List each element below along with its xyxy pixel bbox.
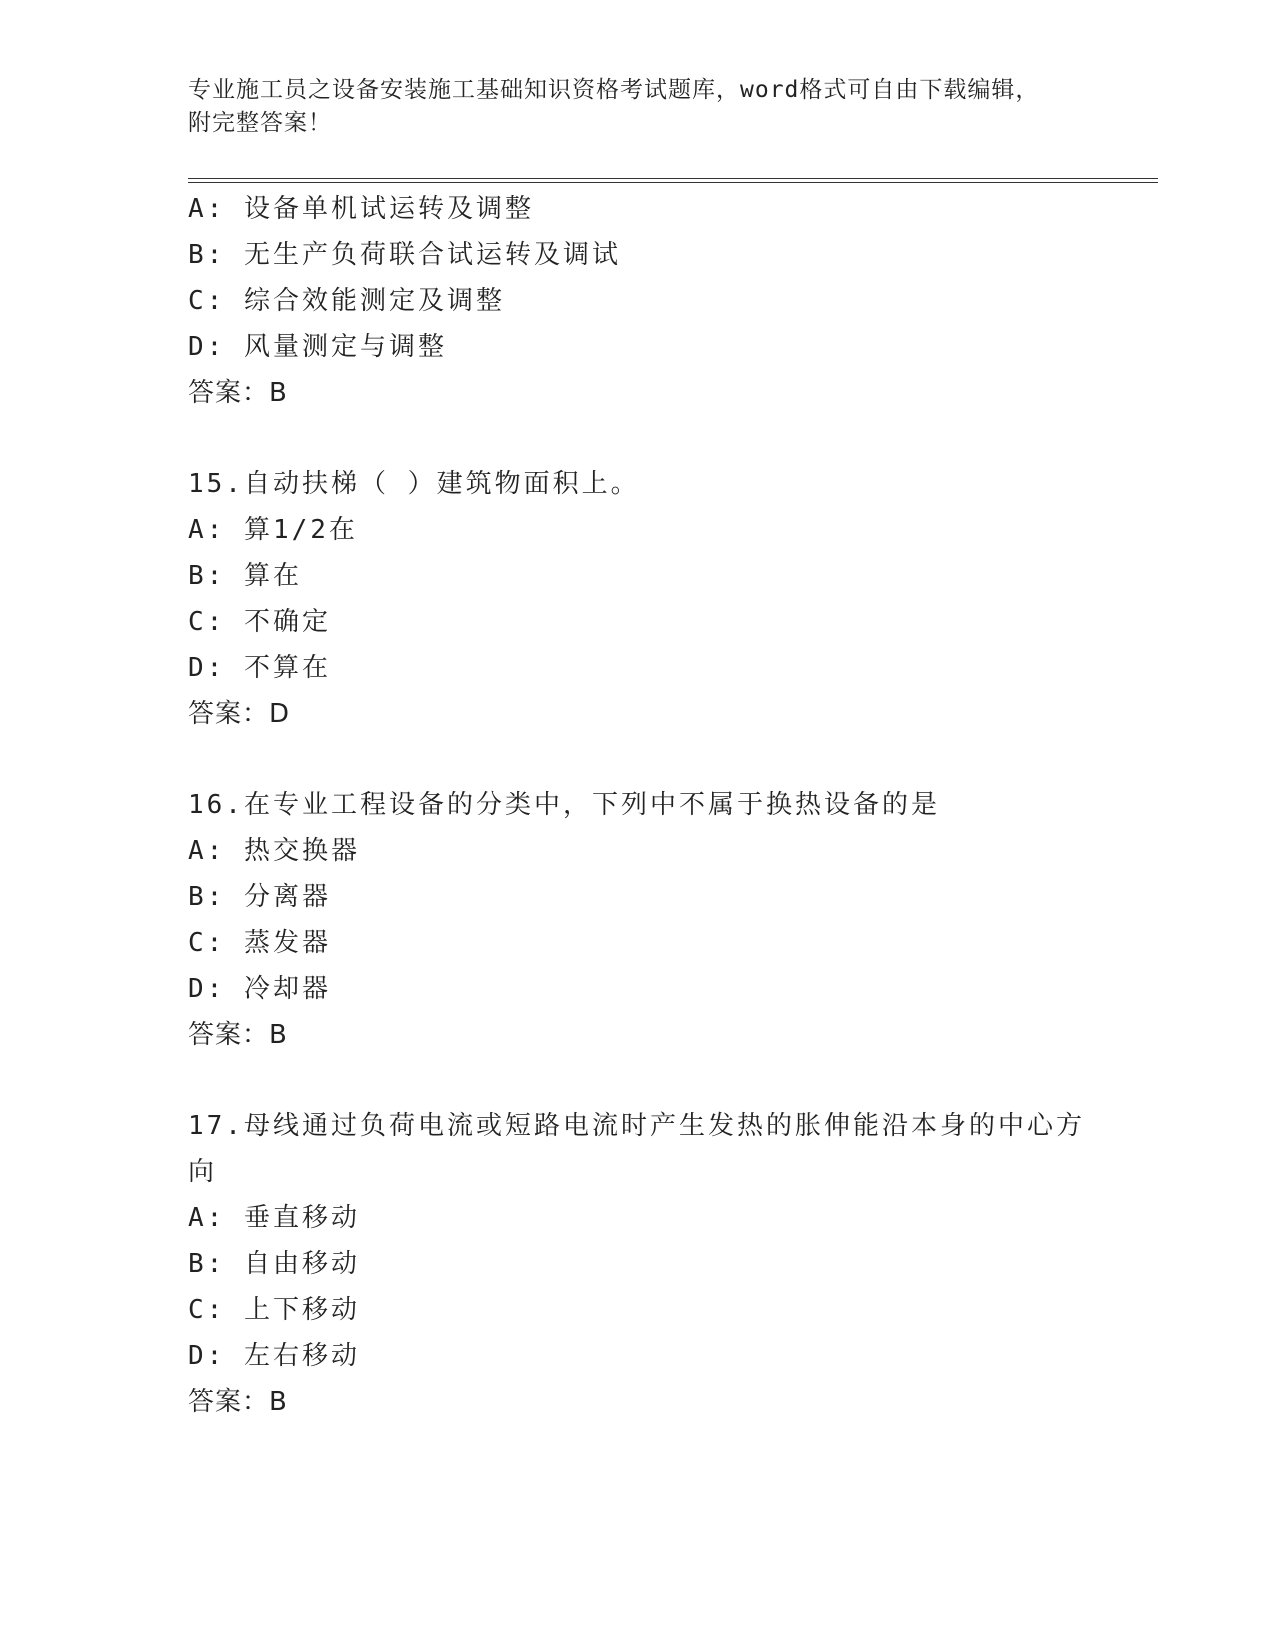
question-block-17 bbox=[188, 1103, 1148, 1425]
option-b: B: 无生产负荷联合试运转及调试 bbox=[188, 240, 621, 270]
option-b: B: 分离器 bbox=[188, 882, 331, 912]
option-c: C: 上下移动 bbox=[188, 1295, 360, 1325]
option-d: D: 左右移动 bbox=[188, 1341, 360, 1371]
question-text: 17.母线通过负荷电流或短路电流时产生发热的胀伸能沿本身的中心方向 bbox=[188, 1111, 1085, 1187]
option-d: D: 风量测定与调整 bbox=[188, 332, 447, 362]
spacer bbox=[188, 737, 1148, 782]
answer-line: 答案：B bbox=[188, 1387, 288, 1417]
answer-line: 答案：B bbox=[188, 378, 288, 408]
spacer bbox=[188, 416, 1148, 461]
option-a: A: 热交换器 bbox=[188, 836, 360, 866]
answer-line: 答案：D bbox=[188, 699, 291, 729]
document-header bbox=[188, 74, 1088, 140]
header-title-line-1: 专业施工员之设备安装施工基础知识资格考试题库，word格式可自由下载编辑， bbox=[188, 77, 1040, 103]
question-block-15 bbox=[188, 461, 1148, 737]
option-c: C: 综合效能测定及调整 bbox=[188, 286, 505, 316]
header-double-rule bbox=[188, 178, 1158, 183]
option-d: D: 冷却器 bbox=[188, 974, 331, 1004]
spacer bbox=[188, 1058, 1148, 1103]
option-a: A: 设备单机试运转及调整 bbox=[188, 194, 534, 224]
option-b: B: 算在 bbox=[188, 561, 302, 591]
question-block-14 bbox=[188, 186, 1148, 416]
question-list bbox=[188, 186, 1148, 1425]
option-d: D: 不算在 bbox=[188, 653, 331, 683]
option-b: B: 自由移动 bbox=[188, 1249, 360, 1279]
answer-line: 答案：B bbox=[188, 1020, 288, 1050]
option-a: A: 垂直移动 bbox=[188, 1203, 360, 1233]
question-text: 16.在专业工程设备的分类中，下列中不属于换热设备的是 bbox=[188, 790, 940, 820]
header-title-line-2: 附完整答案！ bbox=[188, 110, 332, 136]
option-c: C: 不确定 bbox=[188, 607, 331, 637]
option-c: C: 蒸发器 bbox=[188, 928, 331, 958]
question-block-16 bbox=[188, 782, 1148, 1058]
option-a: A: 算1/2在 bbox=[188, 515, 358, 545]
question-text: 15.自动扶梯（ ）建筑物面积上。 bbox=[188, 469, 640, 499]
